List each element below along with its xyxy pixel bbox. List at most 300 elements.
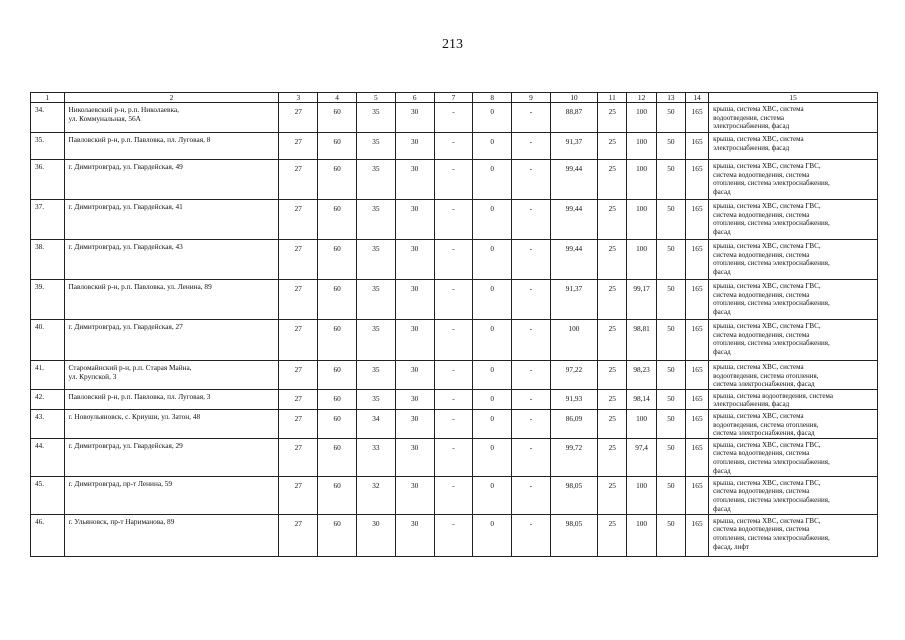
table-cell [598,514,627,556]
column-header: 1 [31,93,65,103]
table-cell-text: 165 [691,137,703,146]
address-cell-text: Николаевский р-н, р.п. Николаевка, ул. Коммунальная, 56А [68,105,179,123]
table-cell [512,409,551,438]
table-cell [686,514,709,556]
table-cell-text: - [529,442,533,452]
work-types-cell [709,438,878,476]
table-cell-text: 30 [411,284,419,293]
table-cell-text: 27 [294,442,302,452]
table-cell-text: 27 [294,164,302,173]
table-cell [395,476,434,514]
table-cell [356,103,395,133]
table-cell-text: 35 [372,137,380,146]
table-cell [512,280,551,320]
table-cell [395,103,434,133]
table-cell [395,200,434,240]
row-number-text: 41. [35,363,45,372]
row-number-text: 38. [35,242,45,251]
table-cell [656,320,685,361]
table-cell-text: 165 [691,284,703,293]
table-cell-text: - [452,413,455,423]
table-cell [656,160,685,200]
table-cell [395,240,434,280]
row-number-text: 44. [35,440,45,450]
work-types-cell [709,514,878,556]
table-cell [279,103,318,133]
table-cell [627,133,656,160]
table-cell-text: 50 [667,244,675,253]
work-types-cell-text: крыша, система водоотведения, система электроснабжения, фасад [713,391,833,409]
table-cell [598,476,627,514]
table-cell [512,240,551,280]
table-cell [356,240,395,280]
table-cell [395,514,434,556]
table-cell-text: 98,05 [565,480,583,490]
table-cell [550,103,597,133]
table-cell [473,160,512,200]
table-cell-text: 100 [568,324,580,333]
table-cell [434,320,473,361]
table-cell [550,361,597,390]
table-cell [598,133,627,160]
table-cell-text: 98,81 [633,324,650,333]
table-cell-text: 27 [294,518,302,528]
table-cell-text: 100 [636,107,648,116]
table-cell [318,240,357,280]
address-cell-text: г. Димитровград, ул. Гвардейская, 43 [68,242,183,251]
table-cell-text: 25 [608,164,616,173]
table-cell-text: 91,37 [565,137,583,146]
table-cell-text: 60 [333,284,341,293]
table-cell [598,320,627,361]
table-cell-text: 165 [691,365,703,374]
column-header: 11 [598,93,627,103]
table-cell [686,409,709,438]
table-cell [686,389,709,409]
table-cell-text: 50 [667,413,675,423]
table-cell-text: - [452,164,455,173]
table-cell-text: 60 [333,365,341,374]
table-cell-text: - [529,393,533,403]
table-cell-text: 60 [333,164,341,173]
table-cell-text: 34 [372,413,380,423]
table-cell [473,409,512,438]
table-cell-text: 32 [372,480,380,490]
table-cell-text: 91,93 [565,393,583,403]
table-cell [627,476,656,514]
table-cell-text: 35 [372,393,380,403]
table-cell [550,320,597,361]
table-cell [656,103,685,133]
table-cell-text: 165 [691,518,703,528]
table-cell [318,133,357,160]
table-row [31,200,878,240]
table-cell [473,476,512,514]
work-types-cell [709,280,878,320]
table-cell [512,514,551,556]
row-number-text: 45. [35,478,45,488]
table-cell [434,389,473,409]
table-cell [434,103,473,133]
table-cell [512,160,551,200]
table-cell-text: 35 [372,365,380,374]
table-cell [473,361,512,390]
table-cell-text: 100 [636,204,648,213]
table-cell [279,389,318,409]
table-cell-text: 91,37 [565,284,583,293]
address-cell-text: Павловский р-н, р.п. Павловка, ул. Ленина, 89 [68,282,212,291]
work-types-cell-text: крыша, система ХВС, система водоотведения, система электроснабжения, фасад [713,105,804,131]
table-cell-text: 99,17 [633,284,650,293]
table-cell-text: 30 [411,107,419,116]
table-cell-text: 100 [636,480,648,490]
table-cell [656,133,685,160]
work-types-cell [709,103,878,133]
table-row [31,389,878,409]
table-cell-text: 100 [636,164,648,173]
column-header: 5 [356,93,395,103]
address-cell [64,389,279,409]
table-cell-text: 0 [490,137,495,146]
row-number [31,200,65,240]
table-cell-text: 0 [490,204,495,213]
address-cell-text: Старомайнский р-н, р.п. Старая Майна, ул. Крупской, 3 [68,363,192,381]
table-cell [356,320,395,361]
table-row [31,476,878,514]
table-cell-text: 50 [667,518,675,528]
table-cell-text: 25 [608,442,616,452]
table-cell [356,280,395,320]
table-cell [395,409,434,438]
table-cell [356,476,395,514]
table-cell [627,389,656,409]
row-number [31,240,65,280]
table-cell-text: 98,23 [633,365,650,374]
table-cell-text: 27 [294,413,302,423]
table-cell-text: 27 [294,137,302,146]
table-cell-text: 35 [372,164,380,173]
table-cell-text: 0 [490,284,495,293]
table-cell-text: 30 [411,442,419,452]
table-cell-text: 165 [691,413,703,423]
table-cell-text: 165 [691,442,703,452]
table-cell [279,133,318,160]
table-cell [318,320,357,361]
table-cell [512,389,551,409]
table-cell-text: - [452,480,455,490]
row-number-text: 36. [35,162,45,171]
table-cell [434,514,473,556]
table-cell [434,133,473,160]
address-cell-text: г. Димитровград, ул. Гвардейская, 29 [68,440,183,450]
table-cell-text: 60 [333,324,341,333]
table-cell-text: 165 [691,244,703,253]
address-cell [64,438,279,476]
address-cell [64,280,279,320]
table-cell-text: 60 [333,413,341,423]
table-cell-text: 30 [411,324,419,333]
table-cell-text: 60 [333,442,341,452]
table-cell-text: 60 [333,137,341,146]
table-cell-text: 50 [667,324,675,333]
column-header: 14 [686,93,709,103]
table-cell [473,103,512,133]
table-cell [550,133,597,160]
address-cell [64,409,279,438]
table-cell-text: 50 [667,137,675,146]
table-cell [598,389,627,409]
table-cell-text: 60 [333,480,341,490]
work-types-cell-text: крыша, система ХВС, система водоотведения, система отопления, система электроснабжения, фасад [713,411,819,438]
table-cell [318,160,357,200]
table-cell-text: - [452,137,455,146]
column-header: 10 [550,93,597,103]
row-number-text: 42. [35,391,45,401]
table-cell [473,438,512,476]
table-cell [279,240,318,280]
work-types-cell [709,389,878,409]
table-cell-text: 99,44 [565,204,583,213]
table-cell-text: 25 [608,284,616,293]
table-cell [686,240,709,280]
table-cell [473,240,512,280]
table-cell-text: 30 [411,204,419,213]
table-cell-text: 50 [667,393,675,403]
address-cell-text: г. Димитровград, ул. Гвардейская, 41 [68,202,183,211]
table-cell-text: 99,72 [565,442,583,452]
table-cell [656,361,685,390]
address-cell-text: Павловский р-н, р.п. Павловка, пл. Луговая, 3 [68,391,211,401]
table-cell-text: 165 [691,480,703,490]
table-cell [512,320,551,361]
address-cell [64,160,279,200]
table-cell-text: - [529,284,533,293]
address-cell [64,476,279,514]
table-cell-text: 0 [490,442,495,452]
table-cell-text: 27 [294,284,302,293]
table-cell-text: 25 [608,244,616,253]
table-cell [473,200,512,240]
header-row [31,93,878,103]
row-number-text: 37. [35,202,45,211]
table-cell [434,476,473,514]
row-number [31,476,65,514]
table-cell [473,133,512,160]
column-header: 8 [473,93,512,103]
table-cell-text: 165 [691,204,703,213]
table-cell [356,200,395,240]
table-cell [356,514,395,556]
table-cell-text: 0 [490,480,495,490]
table-cell [279,280,318,320]
row-number [31,389,65,409]
table-cell-text: 25 [608,480,616,490]
table-cell [473,280,512,320]
table-cell-text: 0 [490,324,495,333]
table-body [31,103,878,557]
table-cell [512,361,551,390]
work-types-cell-text: крыша, система ХВС, система ГВС, система водоотведения, система отопления, система электроснабжения, фасад, лифт [713,516,830,551]
table-cell-text: 165 [691,107,703,116]
table-cell [318,409,357,438]
row-number [31,103,65,133]
table-cell [550,389,597,409]
work-types-cell [709,160,878,200]
table-cell [550,409,597,438]
table-cell [279,438,318,476]
table-row [31,514,878,556]
table-cell [473,320,512,361]
table-cell-text: 27 [294,393,302,403]
table-cell-text: 0 [490,518,495,528]
table-cell-text: - [452,365,455,374]
table-cell-text: 30 [411,413,419,423]
table-cell [356,160,395,200]
table-cell-text: 30 [411,393,419,403]
row-number [31,160,65,200]
table-cell [550,240,597,280]
work-types-cell-text: крыша, система ХВС, система ГВС, система водоотведения, система отопления, система электроснабжения, фасад [713,440,830,475]
address-cell-text: Павловский р-н, р.п. Павловка, пл. Луговая, 8 [68,135,211,144]
column-header: 12 [627,93,656,103]
row-number-text: 39. [35,282,45,291]
table-cell-text: 35 [372,324,380,333]
work-types-cell [709,361,878,390]
work-types-cell-text: крыша, система ХВС, система ГВС, система водоотведения, система отопления, система электроснабжения, фасад [713,322,830,356]
table-cell [512,438,551,476]
table-cell [627,361,656,390]
table-cell [598,438,627,476]
table-cell [512,103,551,133]
table-cell-text: 25 [608,518,616,528]
table-cell [318,389,357,409]
table-cell [434,160,473,200]
table-cell [395,160,434,200]
column-header: 3 [279,93,318,103]
table-cell [627,320,656,361]
table-cell-text: - [529,164,533,173]
table-cell [395,361,434,390]
table-cell-text: 30 [411,518,419,528]
column-header: 6 [395,93,434,103]
table-cell [598,200,627,240]
column-header: 7 [434,93,473,103]
work-types-cell-text: крыша, система ХВС, система ГВС, система водоотведения, система отопления, система электроснабжения, фасад [713,242,830,276]
table-cell [434,200,473,240]
table-cell-text: 50 [667,284,675,293]
table-cell [550,438,597,476]
column-header: 9 [512,93,551,103]
row-number [31,280,65,320]
address-cell [64,133,279,160]
table-cell-text: 35 [372,204,380,213]
table-cell [656,389,685,409]
table-cell [318,476,357,514]
table-cell [434,280,473,320]
table-cell-text: 30 [411,365,419,374]
row-number-text: 34. [35,105,45,114]
table-cell-text: 25 [608,393,616,403]
table-cell-text: 98,14 [633,393,650,403]
table-cell-text: 100 [636,413,648,423]
table-cell [395,389,434,409]
table-cell [395,320,434,361]
table-cell [395,280,434,320]
row-number [31,133,65,160]
table-cell-text: 86,09 [565,413,583,423]
table-cell [598,240,627,280]
table-row [31,409,878,438]
table-cell-text: 60 [333,518,341,528]
table-cell [598,361,627,390]
table-cell [686,200,709,240]
table-cell-text: - [452,107,455,116]
address-cell-text: г. Димитровград, ул. Гвардейская, 49 [68,162,183,171]
row-number [31,361,65,390]
table-cell-text: 50 [667,365,675,374]
table-cell [356,409,395,438]
work-types-cell-text: крыша, система ХВС, система ГВС, система водоотведения, система отопления, система электроснабжения, фасад [713,282,830,316]
address-cell [64,200,279,240]
address-cell [64,103,279,133]
table-cell [279,514,318,556]
table-row [31,361,878,390]
table-cell [686,133,709,160]
address-cell-text: г. Димитровград, пр-т Ленина, 59 [68,478,173,488]
table-cell [686,103,709,133]
table-cell-text: 98,05 [565,518,583,528]
table-cell [395,438,434,476]
table-cell-text: 27 [294,204,302,213]
table-cell [473,514,512,556]
table-cell [356,389,395,409]
table-cell-text: 60 [333,393,341,403]
table-cell-text: 50 [667,164,675,173]
work-types-cell-text: крыша, система ХВС, система ГВС, система водоотведения, система отопления, система электроснабжения, фасад [713,162,830,196]
table-cell-text: - [529,204,533,213]
table-cell-text: 35 [372,244,380,253]
table-cell-text: 27 [294,324,302,333]
table-cell [627,240,656,280]
address-cell [64,361,279,390]
table-cell-text: 27 [294,107,302,116]
row-number [31,320,65,361]
table-cell [627,280,656,320]
table-row [31,320,878,361]
table-cell-text: - [529,413,533,423]
table-cell [512,200,551,240]
table-cell-text: 88,87 [565,107,583,116]
table-cell-text: 165 [691,324,703,333]
address-cell [64,320,279,361]
table-row [31,240,878,280]
table-cell-text: 25 [608,324,616,333]
table-cell-text: 100 [636,137,648,146]
work-types-cell [709,200,878,240]
column-header: 4 [318,93,357,103]
table-cell [627,514,656,556]
table-cell [598,409,627,438]
table-cell [686,320,709,361]
table-row [31,103,878,133]
table-cell-text: 25 [608,365,616,374]
table-cell-text: 97,22 [565,365,583,374]
table-cell [395,133,434,160]
row-number-text: 35. [35,135,45,144]
work-types-cell-text: крыша, система ХВС, система электроснабжения, фасад [713,135,804,152]
table-cell-text: 0 [490,413,495,423]
table-cell [318,514,357,556]
